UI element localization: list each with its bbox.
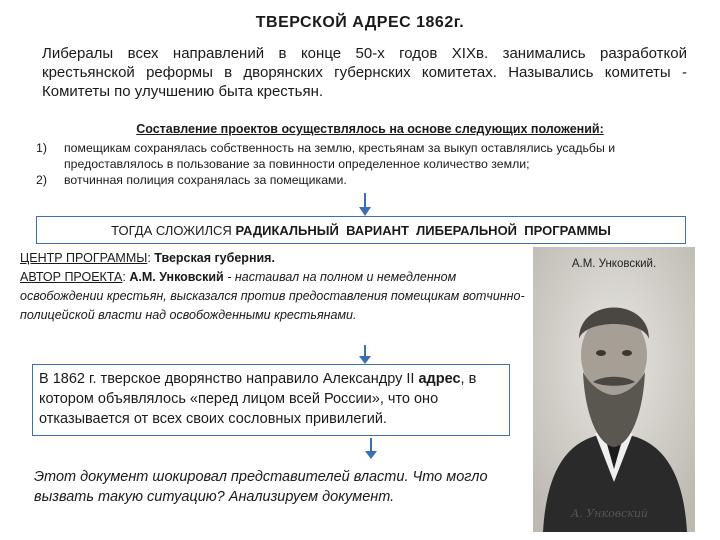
center-value: Тверская губерния. (154, 251, 275, 265)
address-text-after: , в котором объявлялось «перед лицом всей России», что оно отказывается от всех своих сословных привилегий. (39, 371, 477, 427)
list-item-text: вотчинная полиция сохранялась за помещиками. (64, 173, 347, 187)
banner-prefix: ТОГДА СЛОЖИЛСЯ (111, 222, 236, 238)
address-box (32, 364, 510, 436)
radical-variant-banner (36, 216, 686, 244)
author-description: - настаивал на полном и немедленном освобождении крестьян, высказался против предоставления помещикам вотчинно-полицейской власти над освобожденными крестьянами. (20, 270, 525, 322)
banner-bold: РАДИКАЛЬНЫЙ ВАРИАНТ ЛИБЕРАЛЬНОЙ ПРОГРАММЫ (235, 222, 611, 238)
intro-paragraph: Либералы всех направлений в конце 50-х годов XIXв. занимались разработкой крестьянской реформы в дворянских губернских комитетах. Назывались комитеты - Комитеты по улучшению быта крестьян. (42, 45, 687, 100)
portrait-caption: А.М. Унковский. (571, 258, 657, 270)
closing-question: Этот документ шокировал представителей власти. Что могло вызвать такую ситуацию? Анализируем документ. (34, 469, 488, 505)
list-item (36, 172, 706, 188)
portrait-image (533, 247, 695, 532)
address-text-before: В 1862 г. тверское дворянство направило Александру II (39, 371, 419, 387)
author-label: АВТОР ПРОЕКТА (20, 270, 123, 284)
provisions-heading: Составление проектов осуществлялось на основе следующих положений: (136, 122, 604, 136)
portrait-signature: А. Унковский (571, 507, 649, 520)
list-item-text: помещикам сохранялась собственность на землю, крестьянам за выкуп оставлялись усадьбы и предоставлялось в пользование за повинности определенное количество земли; (64, 141, 616, 171)
list-number: 1) (36, 141, 47, 155)
list-number: 2) (36, 173, 47, 187)
provisions-list (36, 140, 706, 188)
program-details: ЦЕНТР ПРОГРАММЫ: Тверская губерния. АВТОР ПРОЕКТА: А.М. Унковский - настаивал на полном и немедленном освобождении крестьян, высказался против предоставления помещикам вотчинно-полицейской власти над освобожденными крестьянами. (20, 251, 525, 322)
address-bold: адрес (418, 371, 461, 387)
page-title: ТВЕРСКОЙ АДРЕС 1862г. (255, 14, 465, 31)
center-label: ЦЕНТР ПРОГРАММЫ (20, 251, 148, 265)
list-item (36, 140, 706, 172)
author-name: А.М. Унковский (129, 270, 224, 284)
